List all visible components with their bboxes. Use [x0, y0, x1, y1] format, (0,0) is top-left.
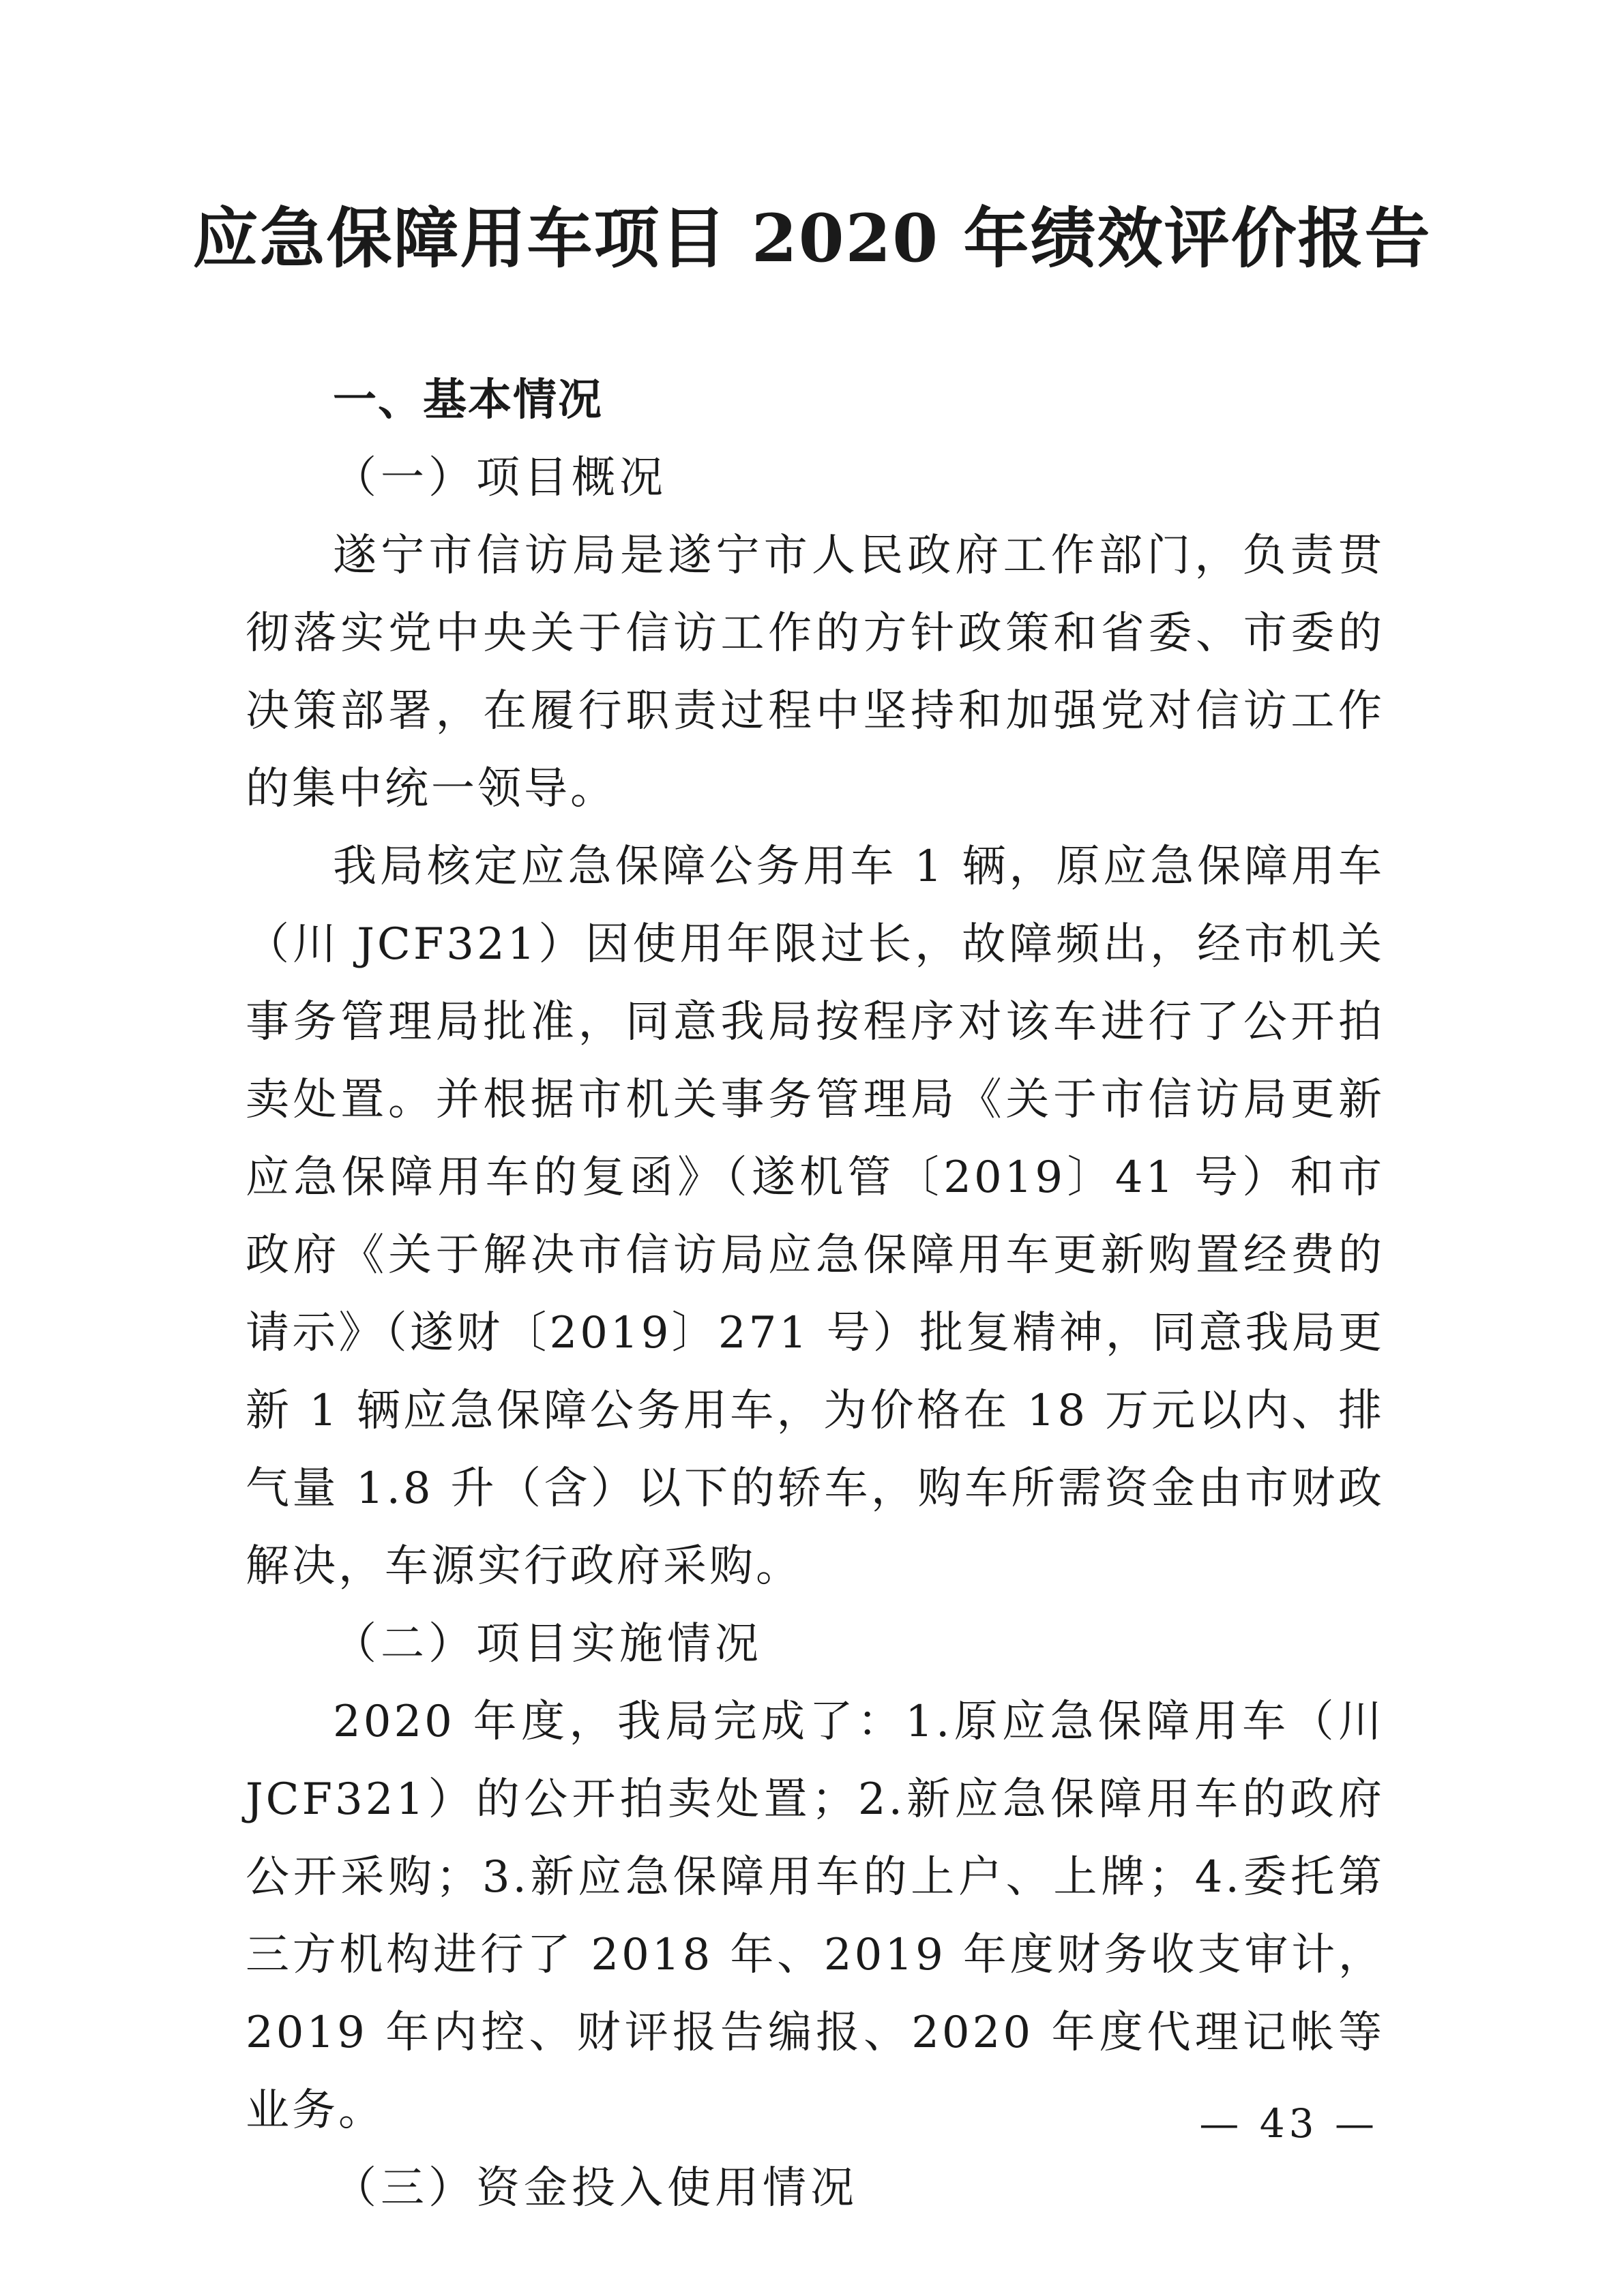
paragraph-overview-2: 我局核定应急保障公务用车 1 辆，原应急保障用车（川 JCF321）因使用年限过长，故障频出，经市机关事务管理局批准，同意我局按程序对该车进行了公开拍卖处置。并根据市机关事务管理局《关于市信访局更新应急保障用车的复函》（遂机管〔2019〕41 号）和市政府《关于解决市信访局应急保障用车更新购置经费的请示》（遂财〔2019〕271 号）批复精神，同意我局更新 1 辆应急保障公务用车，为价格在 18 万元以内、排气量 1.8 升（含）以下的轿车，购车所需资金由市财政解决，车源实行政府采购。 — [246, 841, 1385, 1592]
paragraph-implementation-1: 2020 年度，我局完成了：1.原应急保障用车（川 JCF321）的公开拍卖处置；2.新应急保障用车的政府公开采购；3.新应急保障用车的上户、上牌；4.委托第三方机构进行了 2018 年、2019 年度财务收支审计，2019 年内控、财评报告编报、2020 年度代理记帐等业务。 — [246, 1697, 1385, 2136]
subsection-heading-funding: （三）资金投入使用情况 — [333, 2163, 858, 2213]
document-title: 应急保障用车项目 2020 年绩效评价报告 — [192, 200, 1432, 277]
paragraph-overview-1: 遂宁市信访局是遂宁市人民政府工作部门，负责贯彻落实党中央关于信访工作的方针政策和省委、市委的决策部署，在履行职责过程中坚持和加强党对信访工作的集中统一领导。 — [246, 531, 1385, 814]
subsection-heading-project-overview: （一）项目概况 — [333, 453, 667, 503]
document-body — [246, 361, 1385, 2227]
subsection-heading-implementation: （二）项目实施情况 — [333, 1619, 763, 1669]
section-heading-basic-info: 一、基本情况 — [333, 375, 603, 426]
page-number: — 43 — — [1199, 2100, 1378, 2147]
